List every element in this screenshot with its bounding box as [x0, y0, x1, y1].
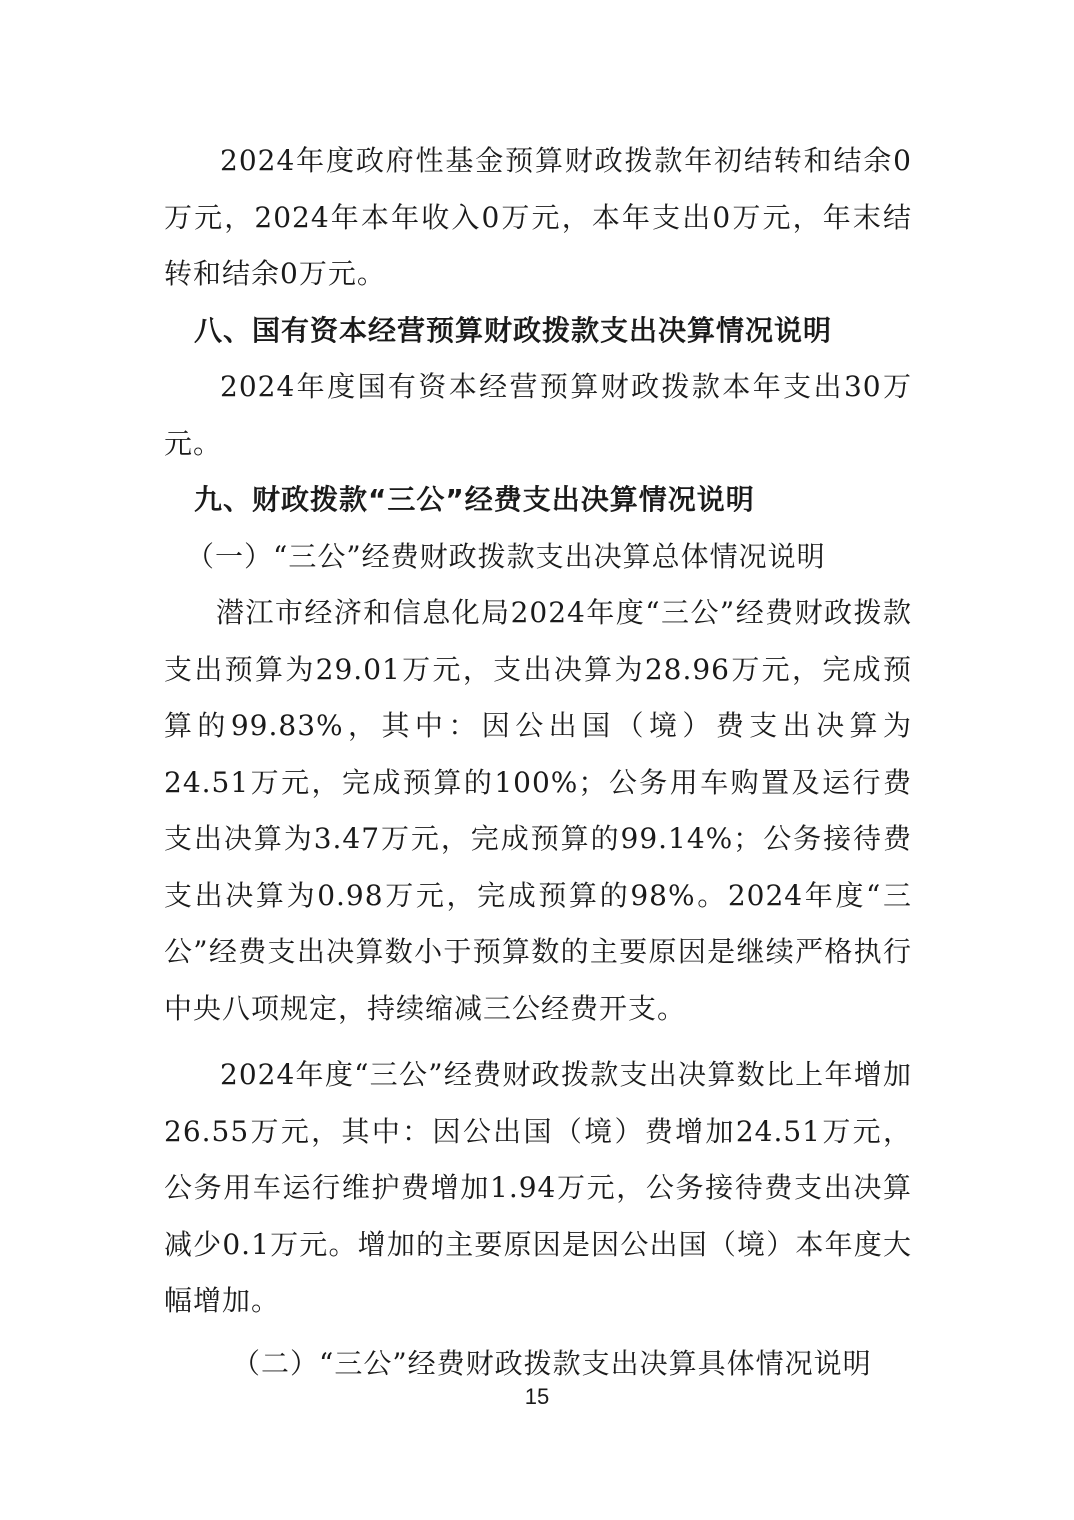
document-body — [164, 133, 912, 1392]
section-heading-9: 九、财政拨款“三公”经费支出决算情况说明 — [194, 483, 755, 516]
three-public-overall-paragraph: 潜江市经济和信息化局2024年度“三公”经费财政拨款支出预算为29.01万元，支出决算为28.96万元，完成预算的99.83%，其中：因公出国（境）费支出决算为24.51万元，完成预算的100%；公务用车购置及运行费支出决算为3.47万元，完成预算的99.14%；公务接待费支出决算为0.98万元，完成预算的98%。2024年度“三公”经费支出决算数小于预算数的主要原因是继续严格执行中央八项规定，持续缩减三公经费开支。 — [164, 596, 912, 1025]
gov-fund-paragraph: 2024年度政府性基金预算财政拨款年初结转和结余0万元，2024年本年收入0万元，本年支出0万元，年末结转和结余0万元。 — [164, 144, 912, 290]
subsection-heading-1: （一）“三公”经费财政拨款支出决算总体情况说明 — [186, 539, 826, 573]
state-capital-paragraph: 2024年度国有资本经营预算财政拨款本年支出30万元。 — [164, 370, 912, 460]
subsection-heading-2: （二）“三公”经费财政拨款支出决算具体情况说明 — [232, 1346, 872, 1380]
three-public-comparison-paragraph: 2024年度“三公”经费财政拨款支出决算数比上年增加26.55万元，其中：因公出国（境）费增加24.51万元，公务用车运行维护费增加1.94万元，公务接待费支出决算减少0.1万元。增加的主要原因是因公出国（境）本年度大幅增加。 — [164, 1058, 912, 1317]
page-number: 15 — [524, 1384, 550, 1409]
section-heading-8: 八、国有资本经营预算财政拨款支出决算情况说明 — [194, 313, 833, 347]
